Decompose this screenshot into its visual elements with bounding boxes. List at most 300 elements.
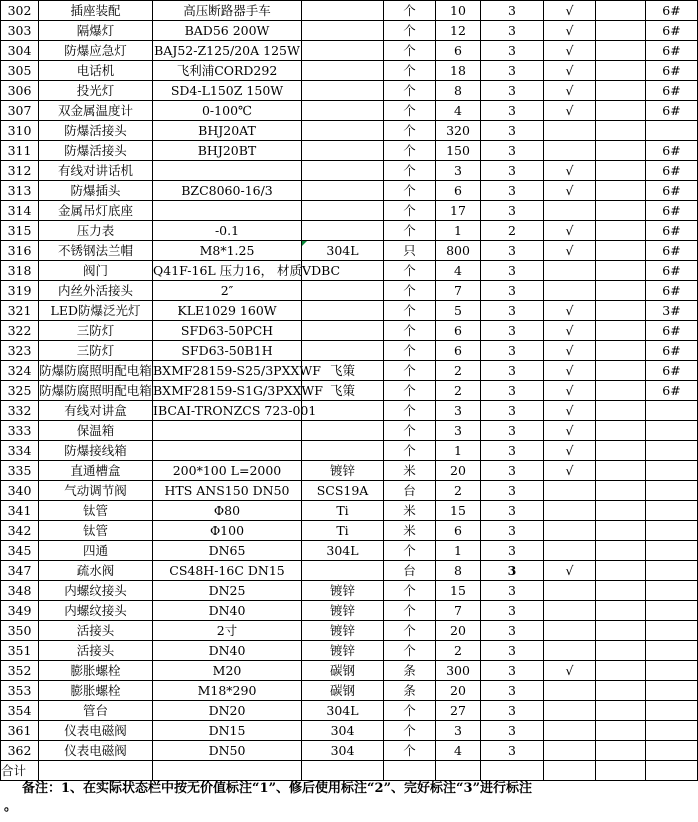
item-blank-cell (596, 721, 646, 741)
item-spec-cell: HTS ANS150 DN50 (153, 481, 302, 501)
item-group-cell: 6# (646, 321, 698, 341)
item-status-cell: 3 (481, 181, 544, 201)
item-material-cell (302, 441, 384, 461)
item-group-cell (646, 661, 698, 681)
item-check-cell: √ (544, 461, 596, 481)
item-unit-cell: 个 (384, 341, 436, 361)
item-material-cell (302, 1, 384, 21)
item-blank-cell (596, 561, 646, 581)
item-no-cell: 362 (1, 741, 39, 761)
item-spec-cell: M18*290 (153, 681, 302, 701)
item-name-cell: 内螺纹接头 (39, 601, 153, 621)
item-status-cell: 3 (481, 361, 544, 381)
item-group-cell (646, 721, 698, 741)
item-name-cell: 有线对讲话机 (39, 161, 153, 181)
item-qty-cell: 8 (436, 81, 481, 101)
item-unit-cell: 台 (384, 561, 436, 581)
table-row (1, 41, 698, 61)
item-no-cell: 341 (1, 501, 39, 521)
item-material-cell: 304 (302, 721, 384, 741)
item-group-cell (646, 461, 698, 481)
item-blank-cell (596, 361, 646, 381)
item-spec-cell: -0.1 (153, 221, 302, 241)
item-name-cell: 防爆插头 (39, 181, 153, 201)
item-no-cell: 323 (1, 341, 39, 361)
item-status-cell: 3 (481, 621, 544, 641)
item-spec-cell: BXMF28159-S25/3PXXWF (153, 361, 302, 381)
item-unit-cell: 个 (384, 401, 436, 421)
item-check-cell: √ (544, 181, 596, 201)
item-qty-cell: 10 (436, 1, 481, 21)
item-group-cell: 6# (646, 341, 698, 361)
item-no-cell: 311 (1, 141, 39, 161)
item-name-cell: 隔爆灯 (39, 21, 153, 41)
item-group-cell: 6# (646, 41, 698, 61)
item-status-cell: 3 (481, 21, 544, 41)
item-name-cell: 保温箱 (39, 421, 153, 441)
item-spec-cell (153, 441, 302, 461)
item-check-cell: √ (544, 81, 596, 101)
item-spec-cell: Φ80 (153, 501, 302, 521)
item-unit-cell: 条 (384, 661, 436, 681)
item-material-cell: 镀锌 (302, 641, 384, 661)
item-blank-cell (596, 741, 646, 761)
item-spec-cell: CS48H-16C DN15 (153, 561, 302, 581)
item-status-cell: 3 (481, 741, 544, 761)
table-row (1, 101, 698, 121)
item-spec-cell: 2寸 (153, 621, 302, 641)
item-material-cell (302, 341, 384, 361)
item-name-cell: 防爆应急灯 (39, 41, 153, 61)
item-material-cell (302, 121, 384, 141)
item-spec-cell: DN40 (153, 641, 302, 661)
item-qty-cell: 1 (436, 221, 481, 241)
item-material-cell: 304L (302, 701, 384, 721)
item-qty-cell: 3 (436, 721, 481, 741)
item-no-cell: 352 (1, 661, 39, 681)
table-row (1, 541, 698, 561)
item-spec-cell: BHJ20AT (153, 121, 302, 141)
item-blank-cell (596, 701, 646, 721)
table-row (1, 481, 698, 501)
item-status-cell: 3 (481, 581, 544, 601)
item-group-cell (646, 561, 698, 581)
item-unit-cell: 个 (384, 81, 436, 101)
item-status-cell: 3 (481, 161, 544, 181)
item-status-cell: 3 (481, 601, 544, 621)
item-unit-cell: 个 (384, 541, 436, 561)
total-cell (302, 761, 384, 781)
item-group-cell: 6# (646, 181, 698, 201)
item-unit-cell: 个 (384, 281, 436, 301)
item-group-cell (646, 481, 698, 501)
item-spec-cell (153, 161, 302, 181)
item-unit-cell: 个 (384, 381, 436, 401)
item-blank-cell (596, 41, 646, 61)
item-blank-cell (596, 181, 646, 201)
item-unit-cell: 米 (384, 521, 436, 541)
item-no-cell: 318 (1, 261, 39, 281)
item-blank-cell (596, 581, 646, 601)
table-row (1, 401, 698, 421)
item-group-cell: 6# (646, 81, 698, 101)
item-unit-cell: 个 (384, 221, 436, 241)
item-spec-cell: DN20 (153, 701, 302, 721)
item-unit-cell: 个 (384, 121, 436, 141)
item-material-cell: 碳钢 (302, 681, 384, 701)
item-qty-cell: 150 (436, 141, 481, 161)
item-check-cell: √ (544, 441, 596, 461)
item-check-cell: √ (544, 1, 596, 21)
item-group-cell: 6# (646, 221, 698, 241)
item-check-cell (544, 261, 596, 281)
item-group-cell: 6# (646, 161, 698, 181)
item-status-cell: 3 (481, 201, 544, 221)
item-status-cell: 3 (481, 61, 544, 81)
table-row (1, 641, 698, 661)
item-name-cell: 四通 (39, 541, 153, 561)
item-qty-cell: 300 (436, 661, 481, 681)
item-no-cell: 342 (1, 521, 39, 541)
item-qty-cell: 20 (436, 621, 481, 641)
item-unit-cell: 个 (384, 301, 436, 321)
item-group-cell: 6# (646, 281, 698, 301)
item-group-cell: 6# (646, 261, 698, 281)
item-blank-cell (596, 441, 646, 461)
table-body (1, 1, 698, 781)
table-row (1, 681, 698, 701)
item-material-cell: 镀锌 (302, 601, 384, 621)
table-row (1, 301, 698, 321)
item-unit-cell: 个 (384, 321, 436, 341)
item-unit-cell: 个 (384, 261, 436, 281)
item-unit-cell: 个 (384, 721, 436, 741)
item-no-cell: 302 (1, 1, 39, 21)
table-row (1, 361, 698, 381)
item-check-cell (544, 741, 596, 761)
item-no-cell: 361 (1, 721, 39, 741)
item-unit-cell: 米 (384, 461, 436, 481)
item-qty-cell: 4 (436, 101, 481, 121)
table-row (1, 1, 698, 21)
item-check-cell: √ (544, 661, 596, 681)
item-name-cell: 内螺纹接头 (39, 581, 153, 601)
item-blank-cell (596, 201, 646, 221)
table-row (1, 281, 698, 301)
item-qty-cell: 27 (436, 701, 481, 721)
item-blank-cell (596, 521, 646, 541)
table-row (1, 601, 698, 621)
item-status-cell: 3 (481, 461, 544, 481)
item-name-cell: 防爆活接头 (39, 121, 153, 141)
item-material-cell (302, 261, 384, 281)
item-unit-cell: 个 (384, 161, 436, 181)
table-row (1, 201, 698, 221)
item-check-cell: √ (544, 341, 596, 361)
item-group-cell (646, 741, 698, 761)
item-unit-cell: 个 (384, 441, 436, 461)
item-material-cell (302, 161, 384, 181)
item-group-cell (646, 441, 698, 461)
item-name-cell: 膨胀螺栓 (39, 681, 153, 701)
item-status-cell: 3 (481, 301, 544, 321)
item-check-cell: √ (544, 321, 596, 341)
remarks-line-1: 备注：1、在实际状态栏中按无价值标注“1”、修后使用标注“2”、完好标注“3”进行标注 (22, 781, 533, 796)
table-row (1, 521, 698, 541)
table-row (1, 261, 698, 281)
item-no-cell: 306 (1, 81, 39, 101)
item-check-cell (544, 141, 596, 161)
item-check-cell (544, 581, 596, 601)
item-check-cell: √ (544, 21, 596, 41)
item-qty-cell: 800 (436, 241, 481, 261)
item-status-cell: 3 (481, 1, 544, 21)
item-unit-cell: 个 (384, 201, 436, 221)
item-check-cell: √ (544, 241, 596, 261)
item-no-cell: 334 (1, 441, 39, 461)
item-group-cell (646, 401, 698, 421)
item-status-cell: 2 (481, 221, 544, 241)
item-blank-cell (596, 61, 646, 81)
item-check-cell (544, 481, 596, 501)
item-qty-cell: 320 (436, 121, 481, 141)
item-check-cell: √ (544, 61, 596, 81)
item-unit-cell: 只 (384, 241, 436, 261)
table-row (1, 621, 698, 641)
item-status-cell: 3 (481, 481, 544, 501)
item-check-cell (544, 521, 596, 541)
item-status-cell: 3 (481, 121, 544, 141)
table-row (1, 341, 698, 361)
item-material-cell (302, 101, 384, 121)
item-check-cell (544, 681, 596, 701)
item-qty-cell: 20 (436, 681, 481, 701)
item-qty-cell: 2 (436, 361, 481, 381)
item-check-cell: √ (544, 361, 596, 381)
item-name-cell: 三防灯 (39, 321, 153, 341)
item-status-cell: 3 (481, 641, 544, 661)
item-name-cell: 有线对讲盒 (39, 401, 153, 421)
item-qty-cell: 15 (436, 501, 481, 521)
item-status-cell: 3 (481, 421, 544, 441)
item-status-cell: 3 (481, 661, 544, 681)
item-unit-cell: 个 (384, 61, 436, 81)
item-check-cell (544, 281, 596, 301)
table-row (1, 161, 698, 181)
item-qty-cell: 7 (436, 281, 481, 301)
item-check-cell: √ (544, 161, 596, 181)
item-blank-cell (596, 401, 646, 421)
item-no-cell: 316 (1, 241, 39, 261)
item-group-cell (646, 541, 698, 561)
item-material-cell (302, 401, 384, 421)
item-spec-cell: BAJ52-Z125/20A 125W (153, 41, 302, 61)
item-check-cell (544, 201, 596, 221)
item-group-cell (646, 701, 698, 721)
item-name-cell: 三防灯 (39, 341, 153, 361)
item-unit-cell: 个 (384, 41, 436, 61)
table-row (1, 381, 698, 401)
item-group-cell (646, 641, 698, 661)
item-group-cell: 3# (646, 301, 698, 321)
item-qty-cell: 4 (436, 741, 481, 761)
item-material-cell (302, 61, 384, 81)
item-status-cell: 3 (481, 141, 544, 161)
item-name-cell: 管台 (39, 701, 153, 721)
item-group-cell (646, 621, 698, 641)
item-name-cell: 防爆防腐照明配电箱 (39, 361, 153, 381)
item-no-cell: 313 (1, 181, 39, 201)
item-name-cell: 活接头 (39, 621, 153, 641)
item-no-cell: 348 (1, 581, 39, 601)
item-group-cell: 6# (646, 201, 698, 221)
item-name-cell: 金属吊灯底座 (39, 201, 153, 221)
item-qty-cell: 3 (436, 401, 481, 421)
item-check-cell: √ (544, 421, 596, 441)
item-no-cell: 303 (1, 21, 39, 41)
item-unit-cell: 个 (384, 21, 436, 41)
item-unit-cell: 台 (384, 481, 436, 501)
item-no-cell: 351 (1, 641, 39, 661)
item-qty-cell: 2 (436, 641, 481, 661)
item-blank-cell (596, 1, 646, 21)
item-material-cell: 304L (302, 541, 384, 561)
item-group-cell (646, 521, 698, 541)
item-status-cell: 3 (481, 261, 544, 281)
table-row (1, 241, 698, 261)
item-status-cell: 3 (481, 561, 544, 581)
item-no-cell: 315 (1, 221, 39, 241)
item-no-cell: 307 (1, 101, 39, 121)
item-blank-cell (596, 261, 646, 281)
item-no-cell: 324 (1, 361, 39, 381)
item-material-cell (302, 221, 384, 241)
table-row (1, 321, 698, 341)
item-name-cell: 内丝外活接头 (39, 281, 153, 301)
item-group-cell: 6# (646, 21, 698, 41)
item-blank-cell (596, 141, 646, 161)
item-check-cell: √ (544, 101, 596, 121)
item-material-cell (302, 421, 384, 441)
item-qty-cell: 3 (436, 421, 481, 441)
item-spec-cell: SFD63-50B1H (153, 341, 302, 361)
item-material-cell (302, 81, 384, 101)
item-spec-cell: IBCAI-TRONZCS 723-001 (153, 401, 302, 421)
item-status-cell: 3 (481, 521, 544, 541)
item-no-cell: 304 (1, 41, 39, 61)
item-status-cell: 3 (481, 541, 544, 561)
item-blank-cell (596, 161, 646, 181)
table-row (1, 581, 698, 601)
item-qty-cell: 2 (436, 381, 481, 401)
total-label: 合计 (1, 761, 39, 781)
item-group-cell: 6# (646, 381, 698, 401)
item-material-cell: Ti (302, 501, 384, 521)
item-material-cell (302, 201, 384, 221)
item-spec-cell: DN50 (153, 741, 302, 761)
item-unit-cell: 个 (384, 421, 436, 441)
item-check-cell: √ (544, 401, 596, 421)
item-no-cell: 314 (1, 201, 39, 221)
item-spec-cell: 高压断路器手车 (153, 1, 302, 21)
item-blank-cell (596, 241, 646, 261)
item-spec-cell: BAD56 200W (153, 21, 302, 41)
item-spec-cell: 0-100℃ (153, 101, 302, 121)
total-cell (39, 761, 153, 781)
item-spec-cell: SD4-L150Z 150W (153, 81, 302, 101)
table-row (1, 421, 698, 441)
item-group-cell (646, 681, 698, 701)
table-row (1, 181, 698, 201)
table-row (1, 561, 698, 581)
item-blank-cell (596, 81, 646, 101)
item-blank-cell (596, 641, 646, 661)
item-material-cell (302, 301, 384, 321)
item-material-cell: Ti (302, 521, 384, 541)
item-status-cell: 3 (481, 241, 544, 261)
item-no-cell: 340 (1, 481, 39, 501)
item-status-cell: 3 (481, 721, 544, 741)
item-check-cell: √ (544, 301, 596, 321)
item-material-cell (302, 321, 384, 341)
item-check-cell (544, 541, 596, 561)
table-row (1, 141, 698, 161)
item-no-cell: 312 (1, 161, 39, 181)
item-check-cell (544, 721, 596, 741)
item-material-cell (302, 41, 384, 61)
item-name-cell: 插座装配 (39, 1, 153, 21)
item-unit-cell: 个 (384, 1, 436, 21)
item-material-cell (302, 141, 384, 161)
item-blank-cell (596, 481, 646, 501)
remarks-note (0, 780, 698, 816)
item-spec-cell: KLE1029 160W (153, 301, 302, 321)
item-group-cell (646, 581, 698, 601)
item-material-cell (302, 21, 384, 41)
item-spec-cell: DN65 (153, 541, 302, 561)
item-no-cell: 325 (1, 381, 39, 401)
item-qty-cell: 15 (436, 581, 481, 601)
item-name-cell: 防爆接线箱 (39, 441, 153, 461)
item-group-cell: 6# (646, 1, 698, 21)
item-spec-cell: 200*100 L=2000 (153, 461, 302, 481)
item-qty-cell: 2 (436, 481, 481, 501)
item-unit-cell: 个 (384, 701, 436, 721)
item-name-cell: 电话机 (39, 61, 153, 81)
item-qty-cell: 12 (436, 21, 481, 41)
table-row (1, 701, 698, 721)
item-material-cell: 镀锌 (302, 581, 384, 601)
item-name-cell: 膨胀螺栓 (39, 661, 153, 681)
item-qty-cell: 1 (436, 541, 481, 561)
item-spec-cell: SFD63-50PCH (153, 321, 302, 341)
item-name-cell: 压力表 (39, 221, 153, 241)
item-material-cell: 飞策 (302, 361, 384, 381)
item-spec-cell: M20 (153, 661, 302, 681)
item-name-cell: 防爆防腐照明配电箱 (39, 381, 153, 401)
item-no-cell: 319 (1, 281, 39, 301)
item-qty-cell: 1 (436, 441, 481, 461)
item-material-cell (302, 181, 384, 201)
item-name-cell: 不锈钢法兰帽 (39, 241, 153, 261)
item-no-cell: 333 (1, 421, 39, 441)
item-qty-cell: 17 (436, 201, 481, 221)
item-no-cell: 349 (1, 601, 39, 621)
item-name-cell: 双金属温度计 (39, 101, 153, 121)
item-check-cell: √ (544, 561, 596, 581)
item-status-cell: 3 (481, 341, 544, 361)
item-no-cell: 350 (1, 621, 39, 641)
